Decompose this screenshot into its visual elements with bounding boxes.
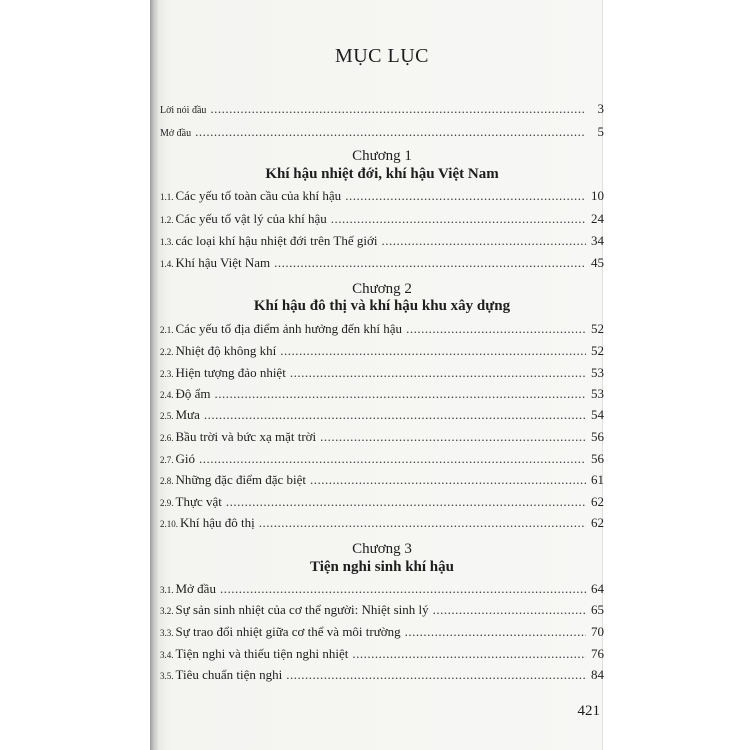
entry-label: Khí hậu đô thị [180,515,255,530]
leader-dots [195,124,586,140]
entry-number: 3.3. [160,628,174,638]
entry-label: Nhiệt độ không khí [175,343,277,358]
toc-entry [160,407,604,423]
entry-label: Bầu trời và bức xạ mặt trời [175,429,317,444]
toc-entry [160,255,604,271]
toc-entry [160,472,604,488]
entry-label: Các yếu tố toàn cầu của khí hậu [175,188,342,203]
leader-dots [226,494,586,510]
entry-page: 64 [591,581,604,596]
chapter-1-number: Chương 1 [352,148,412,164]
toc-entry [160,365,604,381]
entry-page: 61 [591,472,604,487]
toc-entry [160,667,604,683]
entry-number: 2.7. [160,455,174,465]
leader-dots [210,101,586,117]
entry-number: 3.5. [160,671,174,681]
leader-dots [406,321,586,337]
toc-entry [160,581,604,597]
leader-dots [352,646,586,662]
toc-entry [160,233,604,249]
chapter-2-title: Khí hậu đô thị và khí hậu khu xây dựng [253,298,511,314]
chapter-3-number: Chương 3 [352,541,412,557]
entry-page: 54 [591,407,604,422]
leader-dots [274,255,586,271]
leader-dots [405,624,586,640]
entry-page: 34 [591,233,604,248]
entry-page: 24 [591,211,604,226]
entry-number: 1.1. [160,192,174,202]
entry-number: 3.1. [160,585,174,595]
entry-label: Sự trao đổi nhiệt giữa cơ thể và môi trường [175,624,401,639]
entry-label: Gió [175,451,195,466]
toc-entry [160,624,604,640]
toc-entry [160,451,604,467]
leader-dots [310,472,586,488]
entry-number: 2.6. [160,433,174,443]
leader-dots [290,365,586,381]
entry-page: 3 [597,101,604,116]
entry-page: 62 [591,494,604,509]
chapter-3-title: Tiện nghi sinh khí hậu [310,559,454,575]
leader-dots [433,602,586,618]
entry-label: Lời nói đầu [160,105,207,116]
leader-dots [199,451,586,467]
entry-number: 2.4. [160,390,174,400]
entry-label: Độ ẩm [175,386,211,401]
entry-number: 2.9. [160,498,174,508]
entry-number: 2.3. [160,369,174,379]
entry-page: 45 [591,255,604,270]
entry-page: 84 [591,667,604,682]
entry-label: Mở đầu [160,128,192,139]
entry-label: Khí hậu Việt Nam [175,255,271,270]
entry-page: 53 [591,365,604,380]
entry-label: Thực vật [175,494,222,509]
leader-dots [259,515,586,531]
entry-page: 5 [597,124,604,139]
leader-dots [280,343,586,359]
entry-label: Tiêu chuẩn tiện nghi [175,667,283,682]
toc-entry [160,515,604,531]
entry-number: 2.1. [160,325,174,335]
entry-page: 70 [591,624,604,639]
chapter-1-title: Khí hậu nhiệt đới, khí hậu Việt Nam [265,166,499,182]
entry-page: 52 [591,343,604,358]
entry-label: Các yếu tố vật lý của khí hậu [175,211,327,226]
entry-number: 1.4. [160,259,174,269]
entry-number: 2.8. [160,476,174,486]
toc-entry [160,494,604,510]
entry-label: Sự sản sinh nhiệt của cơ thể người: Nhiệt sinh lý [175,602,429,617]
chapter-2-number: Chương 2 [352,281,412,297]
leader-dots [204,407,586,423]
leader-dots [320,429,586,445]
entry-page: 56 [591,451,604,466]
entry-label: các loại khí hậu nhiệt đới trên Thế giới [175,233,378,248]
entry-page: 65 [591,602,604,617]
leader-dots [331,211,586,227]
entry-label: Hiện tượng đảo nhiệt [175,365,286,380]
toc-entry [160,321,604,337]
entry-number: 1.3. [160,237,174,247]
toc-entry [160,188,604,204]
leader-dots [286,667,586,683]
entry-page: 62 [591,515,604,530]
entry-page: 10 [591,188,604,203]
toc-entry [160,602,604,618]
entry-label: Các yếu tố địa điểm ảnh hưởng đến khí hậu [175,321,403,336]
entry-number: 2.2. [160,347,174,357]
toc-entry [160,211,604,227]
leader-dots [220,581,586,597]
leader-dots [215,386,586,402]
entry-page: 56 [591,429,604,444]
entry-label: Tiện nghi và thiếu tiện nghi nhiệt [175,646,349,661]
entry-number: 3.4. [160,650,174,660]
entry-page: 76 [591,646,604,661]
toc-title: MỤC LỤC [334,45,430,67]
entry-number: 1.2. [160,215,174,225]
toc-entry-front-1 [160,101,604,117]
book-page [150,0,602,750]
entry-page: 52 [591,321,604,336]
toc-entry-front-2 [160,124,604,140]
leader-dots [345,188,586,204]
page-number: 421 [577,703,600,719]
toc-entry [160,646,604,662]
toc-entry [160,429,604,445]
entry-number: 2.5. [160,411,174,421]
leader-dots [381,233,586,249]
entry-number: 2.10. [160,519,178,529]
entry-label: Những đặc điểm đặc biệt [175,472,307,487]
entry-number: 3.2. [160,606,174,616]
entry-label: Mưa [175,407,200,422]
entry-page: 53 [591,386,604,401]
entry-label: Mở đầu [175,581,216,596]
toc-entry [160,386,604,402]
toc-entry [160,343,604,359]
